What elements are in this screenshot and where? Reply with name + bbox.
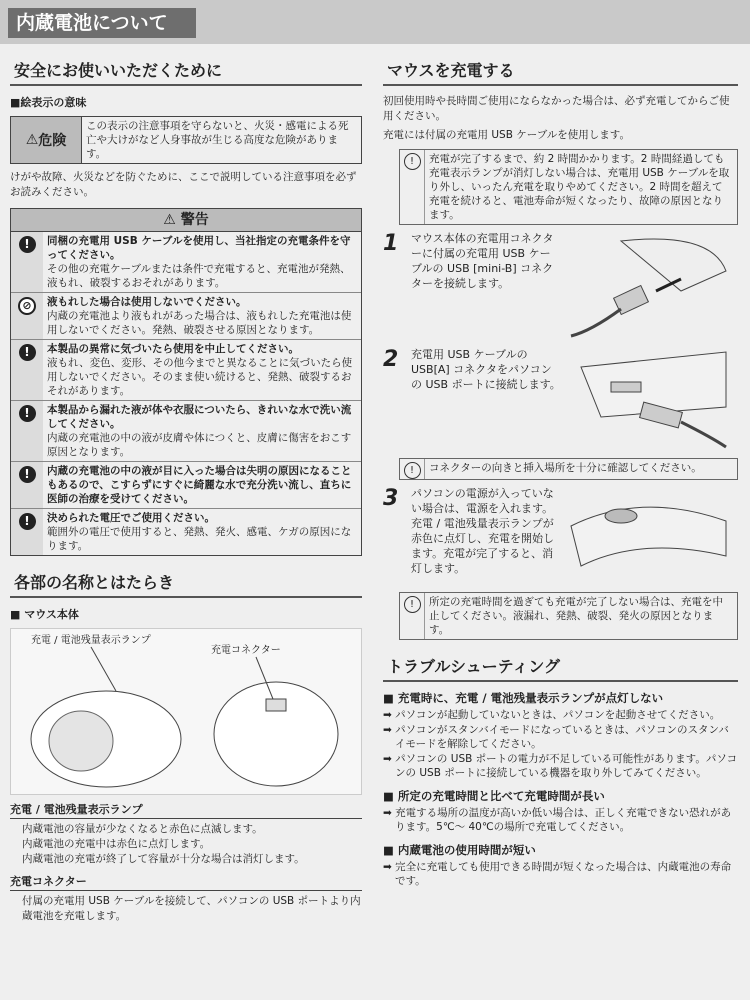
note-text: 所定の充電時間を過ぎても充電が完了しない場合は、充電を中止してください。液漏れ、発熱、破裂、発火の原因となります。 bbox=[424, 593, 737, 639]
step-1 bbox=[383, 231, 738, 341]
exclamation-icon: ! bbox=[19, 236, 36, 253]
lamp-desc-line: 内蔵電池の充電中は赤色に点灯します。 bbox=[22, 838, 211, 850]
warning-item bbox=[11, 462, 361, 509]
step-text: マウス本体の充電用コネクターに付属の充電用 USB ケーブルの USB [mini-B] コネクターを接続します。 bbox=[411, 232, 554, 290]
mouse-lamp-drawing bbox=[561, 486, 731, 586]
warning-text: その他の充電ケーブルまたは条件で充電すると、充電池が発熱、液もれ、破裂するおそれがあります。 bbox=[47, 263, 351, 289]
label-lamp: 充電 / 電池残量表示ランプ bbox=[31, 635, 151, 646]
warning-item bbox=[11, 401, 361, 462]
warning-bold: 内蔵の充電池の中の液が目に入った場合は失明の原因になることもあるので、こすらずにすぐに綺麗な水で充分洗い流し、直ちに医師の治療を受けてください。 bbox=[47, 465, 352, 505]
trouble-title: トラブルシューティング bbox=[383, 646, 738, 682]
page-header bbox=[0, 0, 750, 44]
trouble-item: ➡ パソコンが起動していないときは、パソコンを起動させてください。 bbox=[383, 709, 721, 721]
trouble-item: ➡ パソコンの USB ポートの電力が不足している可能性があります。パソコンの USB ポートに接続している機器を取り外してみてください。 bbox=[383, 753, 738, 779]
lamp-desc-line: 内蔵電池の容量が少なくなると赤色に点滅します。 bbox=[22, 823, 263, 835]
note-text: コネクターの向きと挿入場所を十分に確認してください。 bbox=[424, 459, 737, 479]
label-connector: 充電コネクター bbox=[211, 645, 281, 656]
note-box bbox=[399, 458, 738, 480]
parts-title: 各部の名称とはたらき bbox=[10, 562, 362, 598]
warning-bold: 液もれした場合は使用しないでください。 bbox=[47, 296, 247, 308]
caution-icon: ! bbox=[404, 596, 421, 613]
mouse-illustration bbox=[10, 628, 362, 795]
step-1-illustration bbox=[561, 231, 738, 341]
warning-item bbox=[11, 232, 361, 293]
note-box bbox=[399, 592, 738, 640]
exclamation-icon: ! bbox=[19, 344, 36, 361]
trouble-item: ➡ 充電する場所の温度が高いか低い場合は、正しく充電できない恐れがあります。5℃～ 40℃の場所で充電してください。 bbox=[383, 807, 732, 833]
trouble-head: ■ 所定の充電時間と比べて充電時間が長い bbox=[383, 789, 605, 803]
lamp-desc-line: 内蔵電池の充電が終了して容量が十分な場合は消灯します。 bbox=[22, 853, 305, 865]
mouse-body-heading: ■ マウス本体 bbox=[10, 608, 79, 621]
left-column bbox=[10, 44, 362, 924]
prohibited-icon: ⊘ bbox=[18, 297, 36, 315]
warning-text: 液もれ、変色、変形、その他今までと異なることに気づいたら使用しないでください。そのまま使い続けると、発熱、破裂するおそれがあります。 bbox=[47, 357, 353, 397]
step-number: 2 bbox=[383, 347, 399, 372]
note-box bbox=[399, 149, 738, 225]
warning-text: 内蔵の充電池より液もれがあった場合は、液もれした充電池は使用しないでください。発熱、破裂させる原因となります。 bbox=[47, 310, 352, 336]
connector-desc-line: 付属の充電用 USB ケーブルを接続して、パソコンの USB ポートより内蔵電池を充電します。 bbox=[22, 895, 361, 922]
note-text: 充電が完了するまで、約 2 時間かかります。2 時間経過しても充電表示ランプが消灯しない場合は、充電用 USB ケーブルを取り外し、いったん充電を取りやめてください。2 時間を超えて充電を続けると、電池寿命が短くなったり、故障の原因となります。 bbox=[424, 150, 737, 224]
exclamation-icon: ! bbox=[19, 466, 36, 483]
step-number: 3 bbox=[383, 486, 399, 511]
trouble-item: ➡ パソコンがスタンバイモードになっているときは、パソコンのスタンバイモードを解除してください。 bbox=[383, 724, 729, 750]
exclamation-icon: ! bbox=[19, 405, 36, 422]
trouble-item: ➡ 完全に充電しても使用できる時間が短くなった場合は、内蔵電池の寿命です。 bbox=[383, 861, 732, 887]
page-title: 内蔵電池について bbox=[8, 8, 196, 38]
warning-bold: 決められた電圧でご使用ください。 bbox=[47, 512, 215, 524]
charge-intro: 充電には付属の充電用 USB ケーブルを使用します。 bbox=[383, 129, 630, 141]
trouble-head: ■ 充電時に、充電 / 電池残量表示ランプが点灯しない bbox=[383, 691, 664, 705]
mouse-drawing bbox=[11, 629, 361, 794]
right-column bbox=[383, 44, 738, 889]
caution-icon: ! bbox=[404, 153, 421, 170]
safety-title: 安全にお使いいただくために bbox=[10, 50, 362, 86]
step-2-illustration bbox=[561, 347, 738, 452]
cable-to-mouse-drawing bbox=[561, 231, 731, 341]
step-3-illustration bbox=[561, 486, 738, 586]
pictogram-heading: ■絵表示の意味 bbox=[10, 96, 87, 109]
warning-box bbox=[10, 208, 362, 556]
exclamation-icon: ! bbox=[19, 513, 36, 530]
danger-label: 危険 bbox=[38, 133, 67, 149]
step-3 bbox=[383, 486, 738, 586]
intro-text: けがや故障、火災などを防ぐために、ここで説明している注意事項を必ずお読みください。 bbox=[10, 171, 357, 198]
step-text: パソコンの電源が入っていない場合は、電源を入れます。充電 / 電池残量表示ランプが赤色に点灯し、充電を開始します。充電が完了すると、消灯します。 bbox=[411, 487, 554, 575]
danger-box bbox=[10, 116, 362, 164]
charge-intro: 初回使用時や長時間ご使用にならなかった場合は、必ず充電してからご使用ください。 bbox=[383, 95, 730, 122]
danger-label-cell bbox=[11, 117, 82, 163]
lamp-desc-head: 充電 / 電池残量表示ランプ bbox=[10, 801, 362, 819]
step-number: 1 bbox=[383, 231, 399, 256]
warning-bold: 本製品から漏れた液が体や衣服についたら、きれいな水で洗い流してください。 bbox=[47, 404, 352, 430]
charge-title: マウスを充電する bbox=[383, 50, 738, 86]
warning-text: 内蔵の充電池の中の液が皮膚や体につくと、皮膚に傷害をおこす原因となります。 bbox=[47, 432, 352, 458]
warning-item bbox=[11, 509, 361, 555]
warning-bold: 本製品の異常に気づいたら使用を中止してください。 bbox=[47, 343, 299, 355]
danger-text: この表示の注意事項を守らないと、火災・感電による死亡や大けがなど人身事故が生じる高度な危険があります。 bbox=[86, 120, 349, 160]
cable-to-pc-drawing bbox=[561, 347, 731, 452]
trouble-head: ■ 内蔵電池の使用時間が短い bbox=[383, 843, 536, 857]
warning-text: 範囲外の電圧で使用すると、発熱、発火、感電、ケガの原因になります。 bbox=[47, 526, 352, 552]
warning-item bbox=[11, 293, 361, 340]
connector-desc-head: 充電コネクター bbox=[10, 873, 362, 891]
warning-head: ⚠ 警告 bbox=[11, 209, 361, 232]
step-text: 充電用 USB ケーブルの USB[A] コネクタをパソコンの USB ポートに接続します。 bbox=[411, 348, 561, 391]
warning-label: 警告 bbox=[180, 212, 209, 228]
step-2 bbox=[383, 347, 738, 452]
caution-icon: ! bbox=[404, 462, 421, 479]
warning-item bbox=[11, 340, 361, 401]
warning-bold: 同梱の充電用 USB ケーブルを使用し、当社指定の充電条件を守ってください。 bbox=[47, 235, 351, 261]
warning-triangle-icon: ⚠ bbox=[25, 132, 39, 148]
